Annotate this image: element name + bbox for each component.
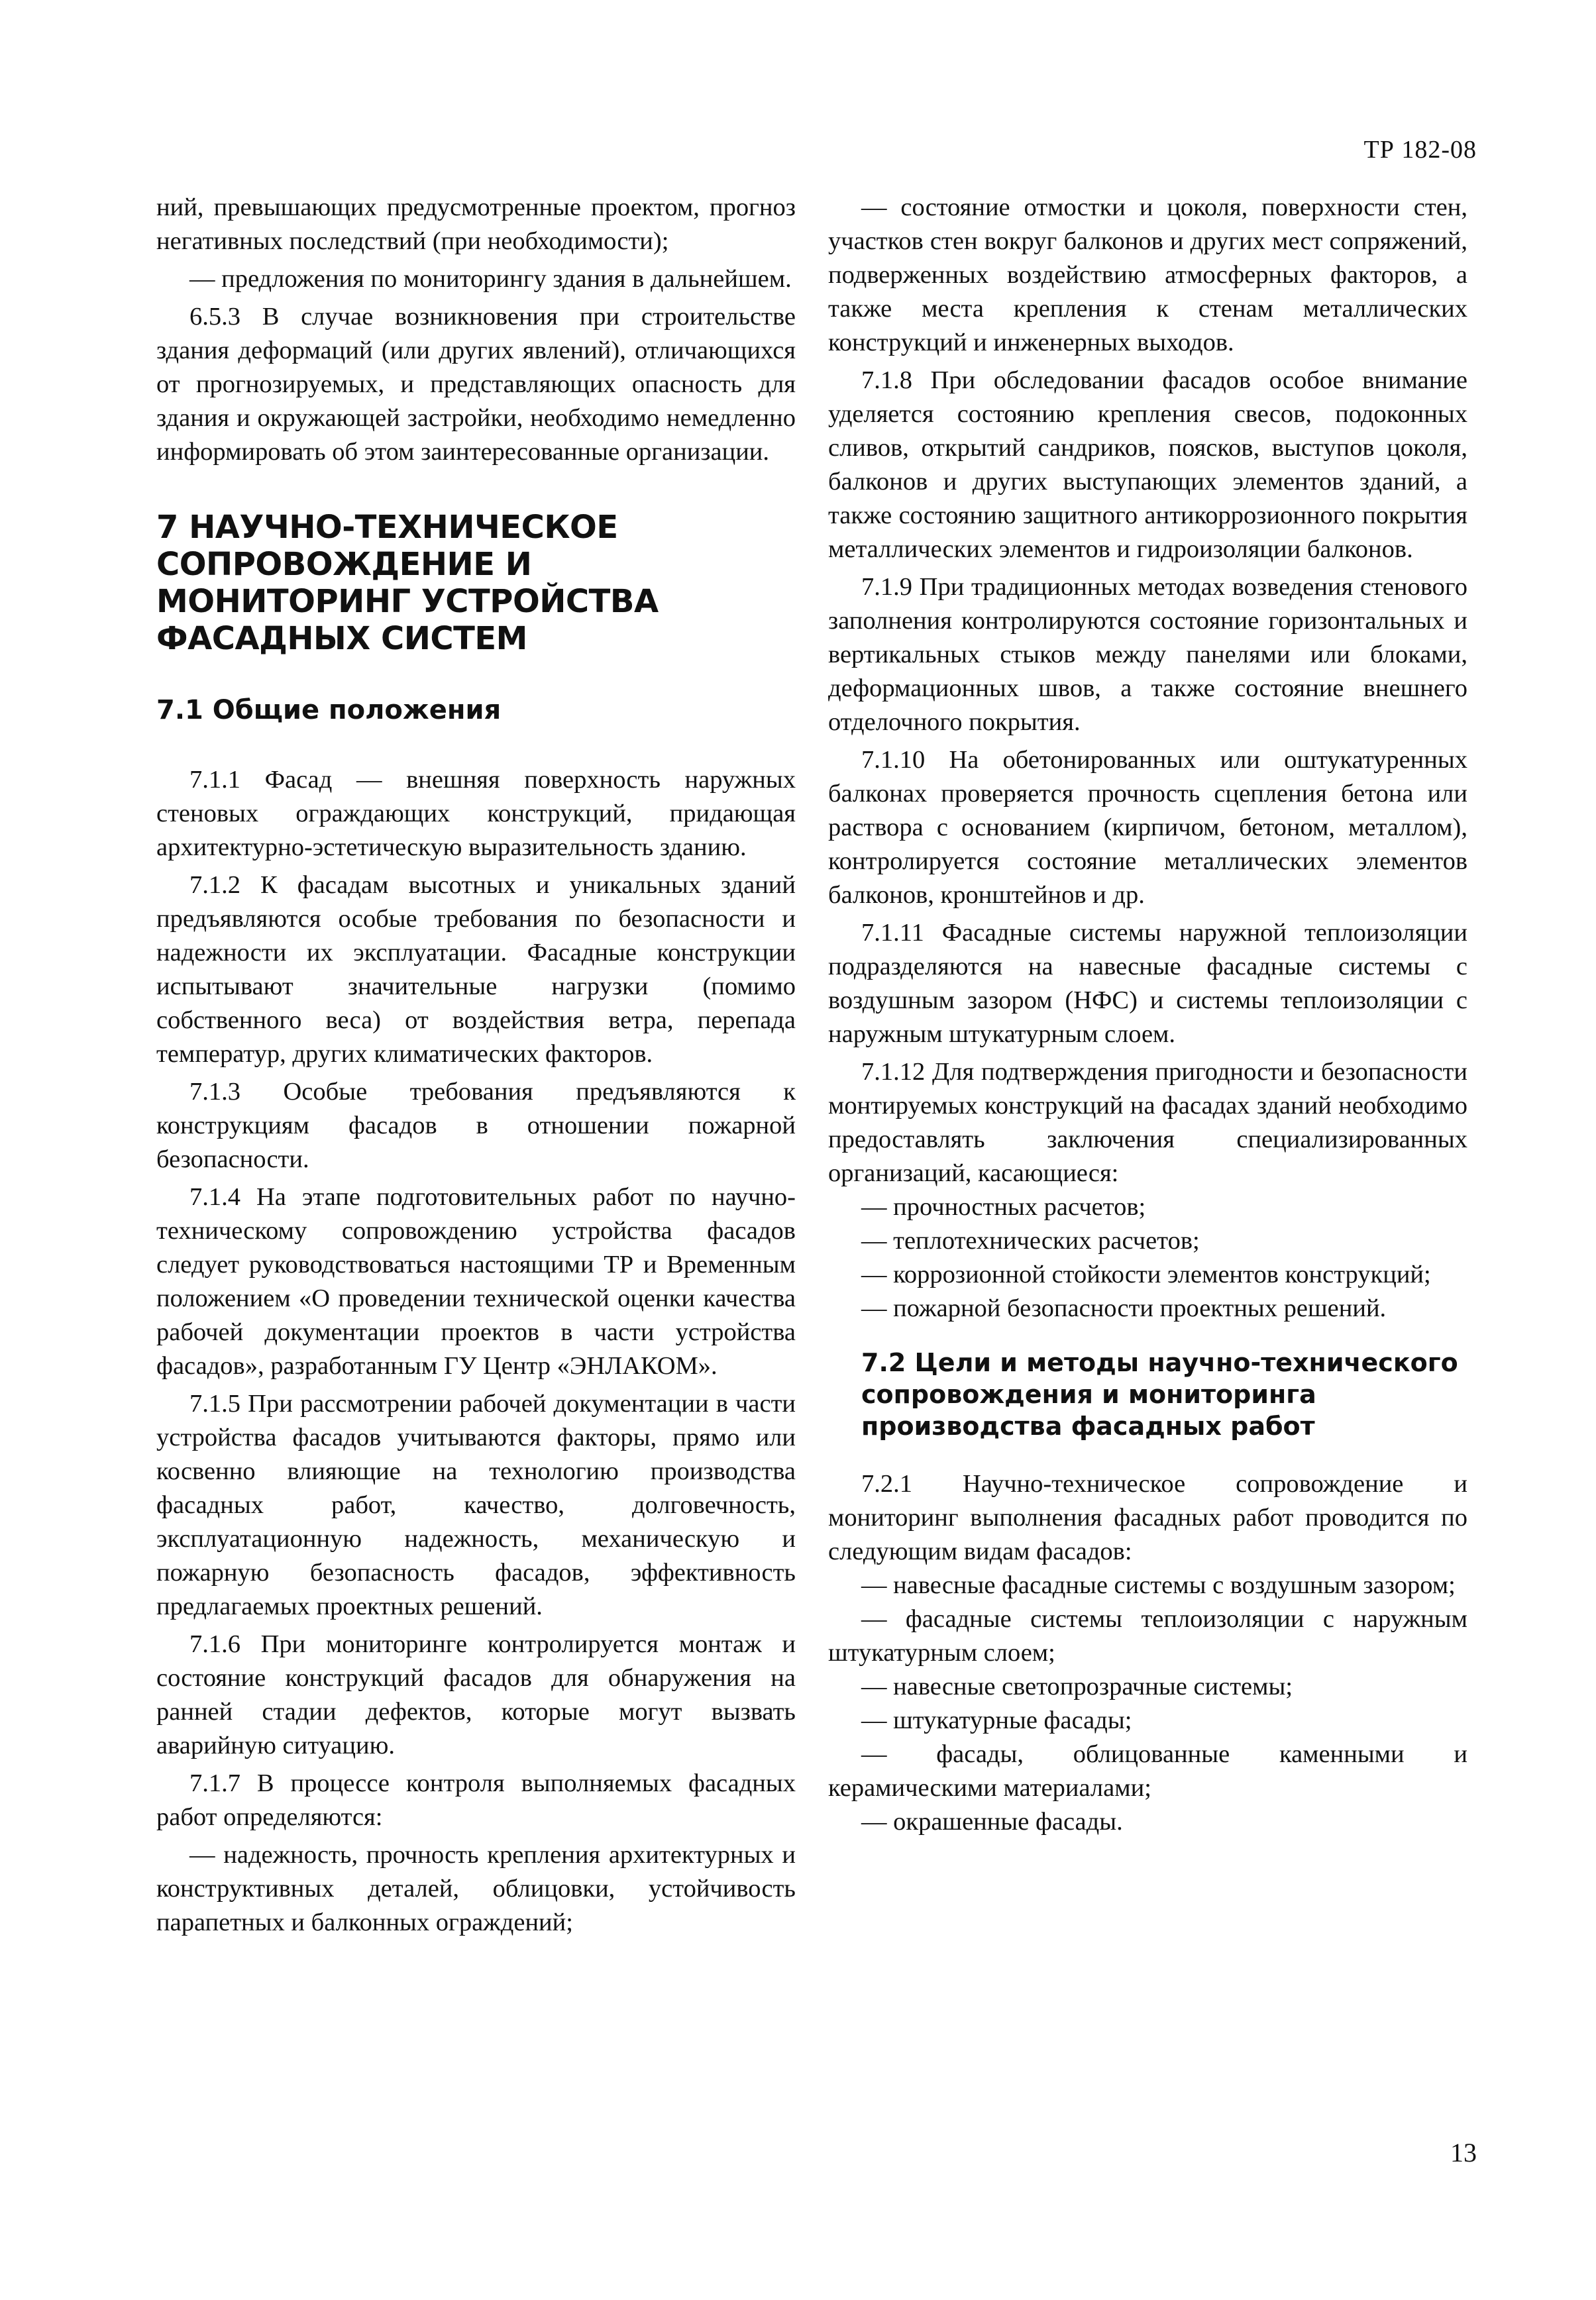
list-item: — теплотехнических расчетов; (861, 1227, 1200, 1255)
list-item: — навесные светопрозрачные системы; (861, 1673, 1293, 1700)
paragraph: — предложения по мониторингу здания в дальнейшем. (189, 265, 792, 293)
list-item: — пожарной безопасности проектных решений. (861, 1294, 1387, 1322)
paragraph-7-1-12: 7.1.12 Для подтверждения пригодности и безопасности монтируемых конструкций на фасадах зданий необходимо предоставлять заключения специализированных организаций, касающиеся: (828, 1058, 1467, 1187)
right-column (828, 191, 1467, 1839)
section-7-1-heading: 7.1 Общие положения (156, 695, 502, 725)
paragraph-7-1-3: 7.1.3 Особые требования предъявляются к конструкциям фасадов в отношении пожарной безопасности. (156, 1078, 796, 1173)
list-item: — штукатурные фасады; (861, 1706, 1132, 1734)
list-item: — состояние отмостки и цоколя, поверхности стен, участков стен вокруг балконов и других мест сопряжений, подверженных воздействию атмосферных факторов, а также места крепления к стенам металлических конструкций и инженерных выходов. (828, 193, 1467, 356)
list-item: — окрашенные фасады. (861, 1808, 1123, 1836)
paragraph-7-1-9: 7.1.9 При традиционных методах возведения стенового заполнения контролируются состояние горизонтальных и вертикальных стыков между панелями или блоками, деформационных швов, а также состояние внешнего отделочного покрытия. (828, 573, 1467, 736)
paragraph: ний, превышающих предусмотренные проектом, прогноз негативных последствий (при необходимости); (156, 193, 796, 255)
paragraph-6-5-3: 6.5.3 В случае возникновения при строительстве здания деформаций (или других явлений), отличающихся от прогнозируемых, и представляющих опасность для здания и окружающей застройки, необходимо немедленно информировать об этом заинтересованные организации. (156, 303, 796, 466)
section-7-heading: 7 НАУЧНО-ТЕХНИЧЕСКОЕ СОПРОВОЖДЕНИЕ И МОНИТОРИНГ УСТРОЙСТВА ФАСАДНЫХ СИСТЕМ (156, 509, 659, 657)
paragraph-7-2-1: 7.2.1 Научно-техническое сопровождение и мониторинг выполнения фасадных работ проводится по следующим видам фасадов: (828, 1470, 1467, 1565)
paragraph-7-1-11: 7.1.11 Фасадные системы наружной теплоизоляции подразделяются на навесные фасадные системы с воздушным зазором (НФС) и системы теплоизоляции с наружным штукатурным слоем. (828, 919, 1467, 1048)
paragraph-7-1-6: 7.1.6 При мониторинге контролируется монтаж и состояние конструкций фасадов для обнаружения на ранней стадии дефектов, которые могут вызвать аварийную ситуацию. (156, 1630, 796, 1759)
page-number: 13 (1450, 2138, 1477, 2168)
paragraph-7-1-4: 7.1.4 На этапе подготовительных работ по научно-техническому сопровождению устройства фасадов следует руководствоваться настоящими ТР и Временным положением «О проведении технической оценки качества рабочей документации проектов в части устройства фасадов», разработанным ГУ Центр «ЭНЛАКОМ». (156, 1183, 796, 1380)
list-item: — прочностных расчетов; (861, 1193, 1146, 1221)
paragraph-7-1-5: 7.1.5 При рассмотрении рабочей документации в части устройства фасадов учитываются факторы, прямо или косвенно влияющие на технологию производства фасадных работ, качество, долговечность, эксплуатационную надежность, механическую и пожарную безопасность фасадов, эффективность предлагаемых проектных решений. (156, 1390, 796, 1620)
list-item: — навесные фасадные системы с воздушным зазором; (861, 1571, 1456, 1599)
paragraph-7-1-7: 7.1.7 В процессе контроля выполняемых фасадных работ определяются: (156, 1769, 796, 1831)
list-item: — коррозионной стойкости элементов конструкций; (861, 1261, 1431, 1288)
paragraph-7-1-10: 7.1.10 На обетонированных или оштукатуренных балконах проверяется прочность сцепления бетона или раствора с основанием (кирпичом, бетоном, металлом), контролируется состояние металлических элементов балконов, кронштейнов и др. (828, 746, 1467, 909)
paragraph-7-1-8: 7.1.8 При обследовании фасадов особое внимание уделяется состоянию крепления свесов, подоконных сливов, открытий сандриков, поясков, выступов цоколя, балконов и других выступающих элементов зданий, а также состоянию защитного антикоррозионного покрытия металлических элементов и гидроизоляции балконов. (828, 366, 1467, 563)
list-item: — фасадные системы теплоизоляции с наружным штукатурным слоем; (828, 1605, 1467, 1667)
left-column (156, 191, 796, 1940)
list-item: — надежность, прочность крепления архитектурных и конструктивных деталей, облицовки, устойчивость парапетных и балконных ограждений; (156, 1841, 796, 1936)
section-7-2-heading: 7.2 Цели и методы научно-технического сопровождения и мониторинга производства фасадных работ (861, 1348, 1458, 1441)
list-item: — фасады, облицованные каменными и керамическими материалами; (828, 1740, 1467, 1802)
paragraph-7-1-2: 7.1.2 К фасадам высотных и уникальных зданий предъявляются особые требования по безопасности и надежности их эксплуатации. Фасадные конструкции испытывают значительные нагрузки (помимо собственного веса) от воздействия ветра, перепада температур, других климатических факторов. (156, 871, 796, 1068)
document-code: ТР 182-08 (1363, 136, 1477, 164)
paragraph-7-1-1: 7.1.1 Фасад — внешняя поверхность наружных стеновых ограждающих конструкций, придающая архитектурно-эстетическую выразительность зданию. (156, 766, 796, 861)
